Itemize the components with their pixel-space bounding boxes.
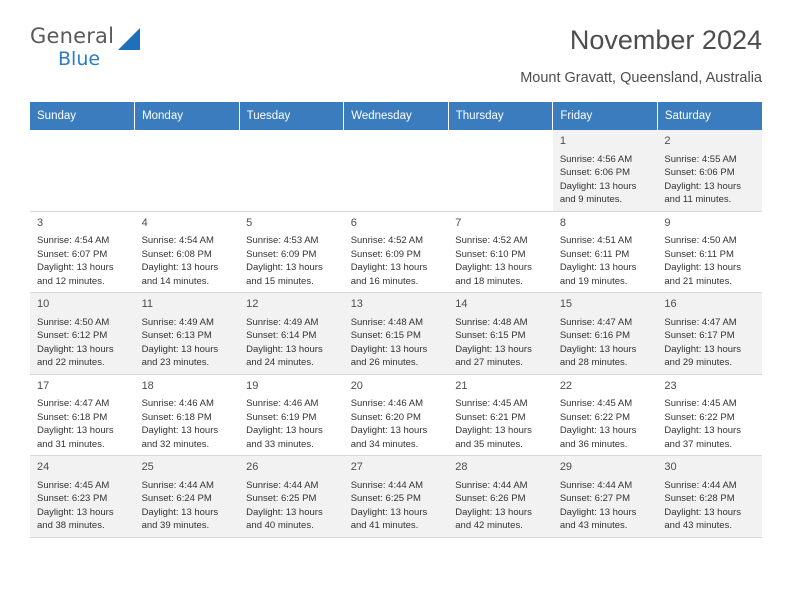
sunset-text: Sunset: 6:14 PM xyxy=(246,330,317,342)
day-details xyxy=(664,316,756,370)
calendar-day-cell[interactable] xyxy=(553,374,658,456)
daylight-text-line1: Daylight: 13 hours xyxy=(246,425,323,437)
day-details xyxy=(37,234,129,288)
daylight-text-line2: and 37 minutes. xyxy=(664,438,732,450)
sunset-text: Sunset: 6:11 PM xyxy=(664,248,734,260)
daylight-text-line2: and 42 minutes. xyxy=(455,520,523,532)
sunrise-text: Sunrise: 4:56 AM xyxy=(559,153,633,165)
daylight-text-line1: Daylight: 13 hours xyxy=(141,506,219,518)
daylight-text-line1: Daylight: 13 hours xyxy=(559,343,637,355)
sunset-text: Sunset: 6:09 PM xyxy=(350,248,421,260)
calendar-day-cell[interactable] xyxy=(30,374,135,456)
day-number: 30 xyxy=(664,461,677,474)
calendar-day-cell[interactable] xyxy=(30,293,135,375)
sunset-text: Sunset: 6:08 PM xyxy=(141,248,212,260)
sunset-text: Sunset: 6:22 PM xyxy=(559,411,631,423)
daylight-text-line2: and 22 minutes. xyxy=(37,357,105,369)
daylight-text-line1: Daylight: 13 hours xyxy=(141,343,219,355)
daylight-text-line2: and 34 minutes. xyxy=(350,438,419,450)
daylight-text-line1: Daylight: 13 hours xyxy=(350,262,428,274)
sunrise-text: Sunrise: 4:49 AM xyxy=(141,316,214,328)
sunrise-text: Sunrise: 4:47 AM xyxy=(664,316,737,328)
calendar-day-cell[interactable] xyxy=(135,293,240,375)
triangle-logo-mark-icon xyxy=(118,28,140,50)
day-details xyxy=(560,397,652,451)
daylight-text-line2: and 40 minutes. xyxy=(246,520,314,532)
daylight-text-line2: and 14 minutes. xyxy=(141,275,210,287)
sunrise-text: Sunrise: 4:51 AM xyxy=(559,235,633,247)
day-number: 13 xyxy=(350,298,363,311)
calendar-day-cell[interactable] xyxy=(344,293,449,375)
sunset-text: Sunset: 6:06 PM xyxy=(664,167,735,179)
daylight-text-line1: Daylight: 13 hours xyxy=(559,506,637,518)
weekday-header-tuesday: Tuesday xyxy=(239,102,344,130)
daylight-text-line1: Daylight: 13 hours xyxy=(350,343,428,355)
daylight-text-line1: Daylight: 13 hours xyxy=(664,506,741,518)
sunrise-text: Sunrise: 4:46 AM xyxy=(246,398,319,410)
sunset-text: Sunset: 6:24 PM xyxy=(141,493,212,505)
day-details xyxy=(455,397,547,451)
day-number: 1 xyxy=(559,135,566,147)
sunrise-text: Sunrise: 4:50 AM xyxy=(664,235,737,247)
calendar-day-cell[interactable] xyxy=(30,211,135,293)
day-number: 18 xyxy=(141,379,154,392)
calendar-week-row xyxy=(30,211,762,293)
sunset-text: Sunset: 6:13 PM xyxy=(141,330,212,342)
calendar-day-cell[interactable] xyxy=(657,293,762,375)
daylight-text-line2: and 43 minutes. xyxy=(664,520,732,532)
sunset-text: Sunset: 6:27 PM xyxy=(559,493,631,505)
calendar-day-cell[interactable] xyxy=(448,293,553,375)
calendar-week-row xyxy=(30,374,762,456)
calendar-day-cell[interactable] xyxy=(135,211,240,293)
daylight-text-line2: and 41 minutes. xyxy=(350,520,419,532)
calendar-day-cell[interactable] xyxy=(135,374,240,456)
day-number: 12 xyxy=(246,298,259,311)
sunrise-text: Sunrise: 4:52 AM xyxy=(350,235,424,247)
calendar-day-cell[interactable] xyxy=(657,130,762,211)
daylight-text-line2: and 21 minutes. xyxy=(664,275,732,287)
day-details xyxy=(664,479,756,533)
day-number: 17 xyxy=(37,379,50,392)
calendar-day-cell[interactable] xyxy=(344,211,449,293)
sunrise-text: Sunrise: 4:50 AM xyxy=(37,316,110,328)
sunrise-text: Sunrise: 4:46 AM xyxy=(350,398,424,410)
day-number: 14 xyxy=(455,298,468,311)
title-block xyxy=(520,26,762,86)
daylight-text-line2: and 38 minutes. xyxy=(37,520,105,532)
daylight-text-line2: and 15 minutes. xyxy=(246,275,314,287)
daylight-text-line2: and 19 minutes. xyxy=(559,275,628,287)
day-details xyxy=(351,479,443,533)
day-details xyxy=(351,397,443,451)
day-number: 7 xyxy=(455,216,462,229)
day-details xyxy=(37,316,129,370)
page-header xyxy=(30,0,762,84)
sunrise-text: Sunrise: 4:44 AM xyxy=(455,479,528,491)
day-details xyxy=(455,479,547,533)
day-details xyxy=(142,397,234,451)
daylight-text-line1: Daylight: 13 hours xyxy=(246,343,323,355)
day-number: 16 xyxy=(664,298,677,311)
daylight-text-line2: and 23 minutes. xyxy=(141,357,210,369)
calendar-day-cell[interactable] xyxy=(239,293,344,375)
daylight-text-line2: and 31 minutes. xyxy=(37,438,105,450)
sunrise-text: Sunrise: 4:44 AM xyxy=(350,479,424,491)
sunset-text: Sunset: 6:11 PM xyxy=(559,248,630,260)
sunset-text: Sunset: 6:25 PM xyxy=(246,493,317,505)
daylight-text-line1: Daylight: 13 hours xyxy=(246,262,323,274)
sunset-text: Sunset: 6:17 PM xyxy=(664,330,735,342)
daylight-text-line2: and 28 minutes. xyxy=(559,357,628,369)
daylight-text-line1: Daylight: 13 hours xyxy=(664,425,741,437)
daylight-text-line1: Daylight: 13 hours xyxy=(455,262,532,274)
day-details xyxy=(142,479,234,533)
calendar-day-cell-empty xyxy=(448,130,553,211)
calendar-week-row xyxy=(30,130,762,211)
daylight-text-line1: Daylight: 13 hours xyxy=(664,262,741,274)
sunset-text: Sunset: 6:15 PM xyxy=(455,330,526,342)
sunrise-text: Sunrise: 4:52 AM xyxy=(455,235,528,247)
day-details xyxy=(455,316,547,370)
daylight-text-line2: and 9 minutes. xyxy=(559,194,623,206)
daylight-text-line2: and 43 minutes. xyxy=(559,520,628,532)
daylight-text-line2: and 36 minutes. xyxy=(559,438,628,450)
daylight-text-line1: Daylight: 13 hours xyxy=(455,343,532,355)
calendar-day-cell[interactable] xyxy=(344,456,449,538)
day-number: 8 xyxy=(559,216,566,229)
sunset-text: Sunset: 6:12 PM xyxy=(37,330,108,342)
day-number: 29 xyxy=(559,461,573,474)
sunrise-text: Sunrise: 4:44 AM xyxy=(141,479,214,491)
calendar-day-cell[interactable] xyxy=(657,456,762,538)
sunset-text: Sunset: 6:25 PM xyxy=(350,493,421,505)
weekday-header-sunday: Sunday xyxy=(30,102,135,130)
day-number: 4 xyxy=(141,216,148,229)
day-number: 23 xyxy=(664,379,677,392)
page-title: November 2024 xyxy=(569,25,762,55)
calendar-day-cell[interactable] xyxy=(448,456,553,538)
day-details xyxy=(246,397,338,451)
sunset-text: Sunset: 6:26 PM xyxy=(455,493,526,505)
daylight-text-line1: Daylight: 13 hours xyxy=(664,343,741,355)
daylight-text-line1: Daylight: 13 hours xyxy=(37,343,114,355)
sunset-text: Sunset: 6:15 PM xyxy=(350,330,421,342)
day-details xyxy=(142,316,234,370)
sunrise-text: Sunrise: 4:44 AM xyxy=(664,479,737,491)
weekday-header-row xyxy=(30,102,762,130)
weekday-header-thursday: Thursday xyxy=(448,102,553,130)
daylight-text-line2: and 32 minutes. xyxy=(141,438,210,450)
day-number: 25 xyxy=(141,461,154,474)
day-number: 19 xyxy=(246,379,259,392)
day-number: 26 xyxy=(246,461,259,474)
daylight-text-line1: Daylight: 13 hours xyxy=(141,425,219,437)
day-details xyxy=(560,316,652,370)
calendar-day-cell[interactable] xyxy=(344,374,449,456)
weekday-header-friday: Friday xyxy=(553,102,658,130)
sunset-text: Sunset: 6:18 PM xyxy=(37,411,108,423)
day-number: 5 xyxy=(246,216,253,229)
day-number: 3 xyxy=(37,216,44,229)
day-number: 24 xyxy=(37,461,50,474)
calendar-day-cell-empty xyxy=(30,130,135,211)
daylight-text-line1: Daylight: 13 hours xyxy=(455,425,532,437)
daylight-text-line1: Daylight: 13 hours xyxy=(559,262,637,274)
sunrise-text: Sunrise: 4:45 AM xyxy=(664,398,737,410)
day-details xyxy=(351,234,443,288)
day-number: 9 xyxy=(664,216,671,229)
calendar-day-cell[interactable] xyxy=(30,456,135,538)
sunset-text: Sunset: 6:19 PM xyxy=(246,411,317,423)
sunrise-text: Sunrise: 4:45 AM xyxy=(37,479,110,491)
daylight-text-line2: and 27 minutes. xyxy=(455,357,523,369)
sunset-text: Sunset: 6:20 PM xyxy=(350,411,421,423)
daylight-text-line1: Daylight: 13 hours xyxy=(559,425,637,437)
daylight-text-line2: and 26 minutes. xyxy=(350,357,419,369)
calendar-day-cell[interactable] xyxy=(448,374,553,456)
daylight-text-line1: Daylight: 13 hours xyxy=(37,506,114,518)
sunset-text: Sunset: 6:21 PM xyxy=(455,411,526,423)
daylight-text-line1: Daylight: 13 hours xyxy=(246,506,323,518)
sunrise-text: Sunrise: 4:47 AM xyxy=(559,316,633,328)
sunset-text: Sunset: 6:07 PM xyxy=(37,248,108,260)
day-details xyxy=(246,316,338,370)
day-details xyxy=(560,153,652,207)
calendar-day-cell[interactable] xyxy=(553,293,658,375)
day-details xyxy=(664,234,756,288)
calendar-day-cell[interactable] xyxy=(553,456,658,538)
day-details xyxy=(664,397,756,451)
daylight-text-line2: and 29 minutes. xyxy=(664,357,732,369)
sunset-text: Sunset: 6:16 PM xyxy=(559,330,631,342)
logo-word-general: General xyxy=(30,24,115,48)
sunrise-text: Sunrise: 4:47 AM xyxy=(37,398,110,410)
daylight-text-line1: Daylight: 13 hours xyxy=(37,262,114,274)
sunset-text: Sunset: 6:22 PM xyxy=(664,411,735,423)
sunrise-text: Sunrise: 4:49 AM xyxy=(246,316,319,328)
calendar-day-cell[interactable] xyxy=(553,211,658,293)
daylight-text-line2: and 11 minutes. xyxy=(664,194,732,206)
calendar-day-cell-empty xyxy=(135,130,240,211)
calendar-day-cell[interactable] xyxy=(553,130,658,211)
sunset-text: Sunset: 6:06 PM xyxy=(559,167,631,179)
day-number: 10 xyxy=(37,298,50,311)
daylight-text-line2: and 16 minutes. xyxy=(350,275,419,287)
day-number: 11 xyxy=(141,298,153,311)
daylight-text-line1: Daylight: 13 hours xyxy=(559,180,637,192)
daylight-text-line2: and 33 minutes. xyxy=(246,438,314,450)
daylight-text-line1: Daylight: 13 hours xyxy=(350,425,428,437)
day-details xyxy=(455,234,547,288)
daylight-text-line1: Daylight: 13 hours xyxy=(141,262,219,274)
sunrise-text: Sunrise: 4:45 AM xyxy=(559,398,633,410)
day-number: 2 xyxy=(664,135,671,147)
day-number: 20 xyxy=(350,379,363,392)
day-number: 22 xyxy=(559,379,573,392)
weekday-header-monday: Monday xyxy=(135,102,240,130)
calendar-day-cell[interactable] xyxy=(239,211,344,293)
logo-word-blue: Blue xyxy=(58,48,101,70)
day-number: 28 xyxy=(455,461,468,474)
day-details xyxy=(246,479,338,533)
day-details xyxy=(351,316,443,370)
sunrise-text: Sunrise: 4:46 AM xyxy=(141,398,214,410)
daylight-text-line2: and 39 minutes. xyxy=(141,520,210,532)
day-details xyxy=(142,234,234,288)
calendar-body xyxy=(30,130,762,537)
calendar-week-row xyxy=(30,293,762,375)
day-number: 6 xyxy=(350,216,357,229)
calendar-day-cell[interactable] xyxy=(657,374,762,456)
day-details xyxy=(560,479,652,533)
general-blue-logo xyxy=(30,26,150,74)
daylight-text-line2: and 12 minutes. xyxy=(37,275,105,287)
day-number: 15 xyxy=(559,298,573,311)
calendar-day-cell-empty xyxy=(239,130,344,211)
sunrise-text: Sunrise: 4:54 AM xyxy=(141,235,214,247)
sunset-text: Sunset: 6:10 PM xyxy=(455,248,526,260)
calendar-day-cell[interactable] xyxy=(239,374,344,456)
day-details xyxy=(246,234,338,288)
weekday-header-saturday: Saturday xyxy=(657,102,762,130)
calendar-day-cell-empty xyxy=(344,130,449,211)
day-details xyxy=(560,234,652,288)
sunrise-text: Sunrise: 4:45 AM xyxy=(455,398,528,410)
sunset-text: Sunset: 6:23 PM xyxy=(37,493,108,505)
calendar-day-cell[interactable] xyxy=(657,211,762,293)
calendar-table xyxy=(30,102,762,538)
sunrise-text: Sunrise: 4:44 AM xyxy=(559,479,633,491)
day-number: 27 xyxy=(350,461,363,474)
day-details xyxy=(37,479,129,533)
daylight-text-line1: Daylight: 13 hours xyxy=(350,506,428,518)
calendar-day-cell[interactable] xyxy=(135,456,240,538)
daylight-text-line2: and 24 minutes. xyxy=(246,357,314,369)
location-subtitle: Mount Gravatt, Queensland, Australia xyxy=(520,69,762,86)
calendar-week-row xyxy=(30,456,762,538)
day-details xyxy=(37,397,129,451)
day-details xyxy=(664,153,756,207)
daylight-text-line1: Daylight: 13 hours xyxy=(37,425,114,437)
sunrise-text: Sunrise: 4:44 AM xyxy=(246,479,319,491)
sunrise-text: Sunrise: 4:48 AM xyxy=(350,316,424,328)
daylight-text-line1: Daylight: 13 hours xyxy=(664,180,741,192)
sunset-text: Sunset: 6:09 PM xyxy=(246,248,317,260)
sunrise-text: Sunrise: 4:53 AM xyxy=(246,235,319,247)
calendar-day-cell[interactable] xyxy=(448,211,553,293)
sunrise-text: Sunrise: 4:54 AM xyxy=(37,235,110,247)
sunset-text: Sunset: 6:18 PM xyxy=(141,411,212,423)
sunrise-text: Sunrise: 4:48 AM xyxy=(455,316,528,328)
sunrise-text: Sunrise: 4:55 AM xyxy=(664,153,737,165)
weekday-header-wednesday: Wednesday xyxy=(344,102,449,130)
sunset-text: Sunset: 6:28 PM xyxy=(664,493,735,505)
daylight-text-line2: and 35 minutes. xyxy=(455,438,523,450)
calendar-day-cell[interactable] xyxy=(239,456,344,538)
daylight-text-line2: and 18 minutes. xyxy=(455,275,523,287)
daylight-text-line1: Daylight: 13 hours xyxy=(455,506,532,518)
day-number: 21 xyxy=(455,379,468,392)
